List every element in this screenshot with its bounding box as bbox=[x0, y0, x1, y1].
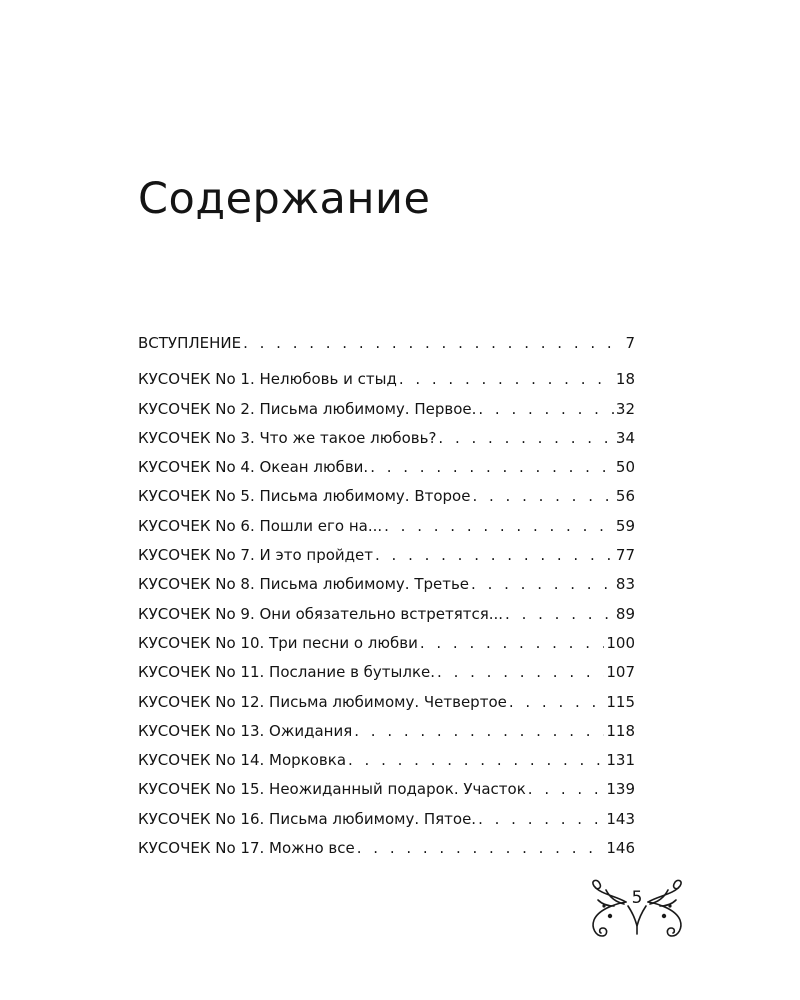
toc-entry-title: КУСОЧЕК No 2. Письма любимому. Первое. bbox=[138, 399, 477, 418]
toc-entry-title: КУСОЧЕК No 4. Океан любви. bbox=[138, 458, 369, 477]
toc-entry-page: 100 bbox=[606, 633, 635, 652]
toc-entry-title: КУСОЧЕК No 15. Неожиданный подарок. Участок bbox=[138, 780, 526, 799]
dot-leader bbox=[505, 605, 614, 623]
toc-entry-title: КУСОЧЕК No 9. Они обязательно встретятся... bbox=[138, 604, 504, 623]
toc-entry-title: КУСОЧЕК No 1. Нелюбовь и стыд bbox=[138, 370, 397, 389]
toc-entry bbox=[138, 517, 635, 546]
dot-leader bbox=[354, 722, 604, 740]
toc-entry-page: 115 bbox=[606, 692, 635, 711]
toc-entry-page: 34 bbox=[615, 428, 635, 447]
toc-entry-title: КУСОЧЕК No 13. Ожидания bbox=[138, 721, 353, 740]
toc-entry-title: КУСОЧЕК No 6. Пошли его на... bbox=[138, 516, 383, 535]
page-number-folio bbox=[586, 876, 688, 946]
toc-entry-title: КУСОЧЕК No 10. Три песни о любви bbox=[138, 633, 418, 652]
toc-entry bbox=[138, 429, 635, 458]
dot-leader bbox=[357, 839, 605, 857]
toc-entry bbox=[138, 693, 635, 722]
dot-leader bbox=[528, 780, 605, 798]
dot-leader bbox=[471, 575, 614, 593]
toc-entry bbox=[138, 487, 635, 516]
toc-entry-page: 7 bbox=[625, 334, 635, 352]
toc-entry bbox=[138, 634, 635, 663]
toc-entry bbox=[138, 458, 635, 487]
dot-leader bbox=[399, 370, 614, 388]
swirl-ornament-icon bbox=[586, 876, 688, 946]
toc-entry bbox=[138, 780, 635, 809]
toc-entry-title: КУСОЧЕК No 11. Послание в бутылке. bbox=[138, 663, 436, 682]
dot-leader bbox=[370, 458, 614, 476]
page-title: Содержание bbox=[138, 174, 431, 224]
dot-leader bbox=[438, 429, 613, 447]
dot-leader bbox=[384, 517, 614, 535]
toc-entry-page: 139 bbox=[606, 780, 635, 799]
toc-entry-title: КУСОЧЕК No 12. Письма любимому. Четвертое bbox=[138, 692, 507, 711]
toc-entry-page: 118 bbox=[606, 721, 635, 740]
toc-entry-title: КУСОЧЕК No 8. Письма любимому. Третье bbox=[138, 575, 470, 594]
toc-entry bbox=[138, 810, 635, 839]
toc-entry-title: КУСОЧЕК No 14. Морковка bbox=[138, 751, 347, 770]
toc-entry-page: 56 bbox=[615, 487, 635, 506]
toc-entry bbox=[138, 722, 635, 751]
toc-entry-title: КУСОЧЕК No 17. Можно все bbox=[138, 839, 355, 858]
toc-entry bbox=[138, 400, 635, 429]
dot-leader bbox=[348, 751, 604, 769]
toc-entry-title: ВСТУПЛЕНИЕ bbox=[138, 334, 242, 352]
toc-entry-page: 89 bbox=[615, 604, 635, 623]
toc-entry-title: КУСОЧЕК No 16. Письма любимому. Пятое. bbox=[138, 809, 477, 828]
toc-entry-page: 131 bbox=[606, 751, 635, 770]
toc-entry bbox=[138, 575, 635, 604]
toc-entry-page: 32 bbox=[615, 399, 635, 418]
dot-leader bbox=[478, 810, 604, 828]
toc-entry bbox=[138, 751, 635, 780]
toc-entry-page: 59 bbox=[615, 516, 635, 535]
toc-entry bbox=[138, 546, 635, 575]
dot-leader bbox=[420, 634, 605, 652]
toc-entry bbox=[138, 370, 635, 399]
toc-entry-page: 50 bbox=[615, 458, 635, 477]
dot-leader bbox=[437, 663, 604, 681]
toc-entry bbox=[138, 663, 635, 692]
toc-entry-title: КУСОЧЕК No 7. И это пройдет bbox=[138, 546, 373, 565]
toc-entry-title: КУСОЧЕК No 3. Что же такое любовь? bbox=[138, 428, 437, 447]
toc-entry-page: 146 bbox=[606, 839, 635, 858]
toc-entry-page: 107 bbox=[606, 663, 635, 682]
toc-entry-page: 143 bbox=[606, 809, 635, 828]
dot-leader bbox=[472, 487, 613, 505]
dot-leader bbox=[509, 693, 605, 711]
toc-entry bbox=[138, 605, 635, 634]
toc-entry bbox=[138, 334, 635, 363]
toc-entry-title: КУСОЧЕК No 5. Письма любимому. Второе bbox=[138, 487, 471, 506]
toc-entry-page: 77 bbox=[615, 546, 635, 565]
toc-entry bbox=[138, 839, 635, 868]
toc-entry-page: 18 bbox=[615, 370, 635, 389]
dot-leader bbox=[243, 334, 623, 352]
page-number: 5 bbox=[631, 888, 643, 908]
dot-leader bbox=[375, 546, 614, 564]
toc-entry-page: 83 bbox=[615, 575, 635, 594]
table-of-contents bbox=[138, 334, 635, 868]
dot-leader bbox=[478, 400, 614, 418]
